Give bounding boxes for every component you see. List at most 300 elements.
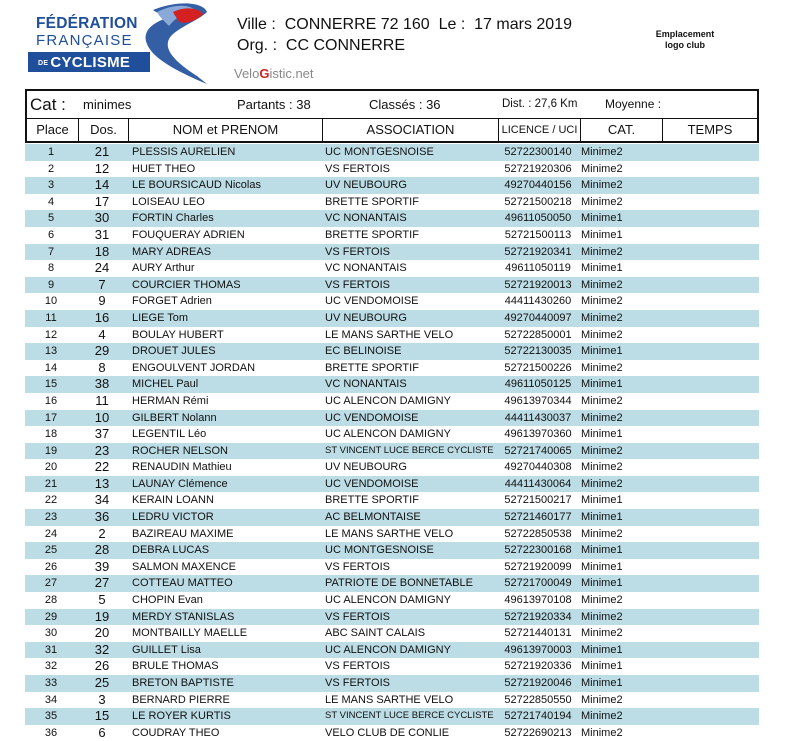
cell-licence: 49611050119 (505, 262, 571, 275)
cell-place: 22 (44, 494, 58, 507)
cell-nom: LEGENTIL Léo (132, 428, 207, 441)
cell-association: PATRIOTE DE BONNETABLE (325, 577, 473, 590)
cell-association: ABC SAINT CALAIS (325, 627, 426, 640)
cell-association: UV NEUBOURG (325, 461, 407, 474)
cell-nom: FORTIN Charles (132, 212, 214, 225)
cell-nom: LE BOURSICAUD Nicolas (132, 179, 261, 192)
cell-dos: 9 (98, 293, 106, 309)
cell-dos: 23 (94, 442, 110, 458)
table-row (25, 244, 759, 261)
col-header-licence: LICENCE / UCI (499, 119, 581, 141)
cell-nom: COUDRAY THEO (132, 726, 220, 739)
table-row (25, 459, 759, 476)
cell-association: LE MANS SARTHE VELO (325, 693, 454, 706)
cell-dos: 30 (94, 210, 110, 226)
cell-licence: 52721440131 (504, 627, 572, 640)
date-label: Le : (438, 16, 466, 33)
cell-licence: 52722300168 (504, 544, 572, 557)
table-row (25, 658, 759, 675)
cell-nom: CHOPIN Evan (132, 594, 203, 607)
cell-place: 31 (44, 643, 58, 656)
cell-cat: Minime2 (581, 461, 623, 474)
cell-dos: 29 (94, 343, 110, 359)
cell-licence: 49270440308 (504, 461, 572, 474)
cell-nom: COTTEAU MATTEO (132, 577, 233, 590)
cell-association: UC MONTGESNOISE (325, 146, 434, 158)
cell-licence: 52721920306 (504, 162, 572, 175)
cell-place: 35 (44, 710, 58, 723)
cell-licence: 52722300140 (504, 146, 572, 158)
org-label: Org. : (237, 37, 278, 54)
cell-licence: 49270440097 (504, 311, 572, 324)
cell-temps (661, 658, 759, 675)
cell-nom: ROCHER NELSON (132, 444, 228, 457)
logo-cyclisme: CYCLISME (50, 54, 131, 71)
cell-nom: LOISEAU LEO (132, 195, 205, 208)
cell-cat: Minime1 (581, 544, 623, 557)
cell-association: ST VINCENT LUCE BERCE CYCLISTE (325, 710, 494, 722)
cell-temps (661, 293, 759, 310)
cell-place: 17 (44, 411, 58, 424)
cell-dos: 27 (94, 575, 110, 591)
table-row (25, 675, 759, 692)
cell-association: AC BELMONTAISE (325, 511, 421, 524)
cell-cat: Minime2 (581, 278, 623, 291)
cell-cat: Minime2 (581, 245, 623, 258)
results-table-body (25, 144, 759, 741)
cell-temps (661, 260, 759, 277)
cell-nom: DEBRA LUCAS (132, 544, 210, 557)
cell-place: 34 (44, 693, 58, 706)
cell-nom: LE ROYER KURTIS (132, 710, 231, 723)
cell-association: UC ALENCON DAMIGNY (325, 394, 451, 407)
cell-temps (661, 692, 759, 709)
cell-association: UC MONTGESNOISE (325, 544, 434, 557)
table-row (25, 194, 759, 211)
cell-temps (661, 542, 759, 559)
cell-licence: 49611050125 (504, 378, 572, 391)
cell-nom: PLESSIS AURELIEN (132, 146, 236, 158)
cell-nom: LIEGE Tom (132, 311, 189, 324)
cell-dos: 12 (94, 160, 110, 176)
cell-temps (661, 592, 759, 609)
cell-licence: 52721460177 (504, 511, 572, 524)
cell-place: 30 (44, 627, 58, 640)
cell-place: 21 (44, 477, 58, 490)
cell-cat: Minime1 (581, 262, 623, 275)
cell-licence: 52722130035 (504, 345, 572, 358)
cell-place: 19 (44, 444, 58, 457)
cell-association: BRETTE SPORTIF (325, 195, 419, 208)
cell-association: UC VENDOMOISE (325, 295, 419, 308)
cell-dos: 37 (94, 426, 110, 442)
cell-licence: 52722850538 (504, 527, 572, 540)
cell-cat: Minime2 (581, 710, 623, 723)
cell-dos: 2 (98, 525, 106, 541)
cell-nom: AURY Arthur (132, 262, 195, 275)
logo-line-cyclisme (38, 54, 130, 71)
cell-licence: 49613970344 (504, 394, 572, 407)
moyenne: Moyenne : (605, 97, 662, 111)
cell-nom: BOULAY HUBERT (132, 328, 224, 341)
cell-association: UC ALENCON DAMIGNY (325, 428, 451, 441)
cat-value: minimes (83, 97, 132, 112)
cell-association: VC NONANTAIS (325, 378, 407, 391)
cell-temps (661, 161, 759, 178)
cell-place: 33 (44, 677, 58, 689)
table-row (25, 210, 759, 227)
cell-temps (661, 327, 759, 344)
cell-temps (661, 210, 759, 227)
cell-dos: 11 (95, 392, 109, 408)
cell-cat: Minime1 (581, 511, 623, 524)
cell-dos: 25 (94, 675, 110, 690)
cell-dos: 38 (94, 376, 110, 392)
cell-temps (661, 725, 759, 741)
col-header-dos: Dos. (79, 119, 129, 141)
table-row (25, 161, 759, 178)
table-row (25, 343, 759, 360)
cell-place: 14 (44, 361, 58, 374)
cell-place: 8 (47, 262, 55, 275)
cell-licence: 52721920341 (504, 245, 572, 258)
cell-nom: MARY ADREAS (132, 245, 212, 258)
cell-temps (661, 443, 759, 460)
cell-place: 29 (44, 610, 58, 623)
cell-licence: 44411430037 (504, 411, 572, 424)
cell-cat: Minime2 (581, 411, 623, 424)
table-row (25, 542, 759, 559)
cell-cat: Minime2 (581, 179, 623, 192)
cell-dos: 7 (98, 276, 106, 292)
cell-licence: 49611050050 (504, 212, 572, 225)
cell-licence: 52721740065 (504, 444, 572, 457)
cell-temps (661, 144, 759, 161)
cell-place: 28 (44, 594, 58, 607)
cell-place: 26 (44, 560, 58, 573)
cell-dos: 26 (94, 658, 110, 674)
cell-temps (661, 642, 759, 659)
cell-dos: 19 (94, 608, 110, 624)
cell-association: UC ALENCON DAMIGNY (325, 594, 451, 607)
cell-cat: Minime2 (581, 295, 623, 308)
cell-temps (661, 410, 759, 427)
cell-cat: Minime2 (581, 627, 623, 640)
cell-temps (661, 476, 759, 493)
cell-dos: 15 (94, 708, 110, 724)
cell-temps (661, 343, 759, 360)
cell-temps (661, 393, 759, 410)
table-row (25, 260, 759, 277)
cell-place: 16 (44, 394, 58, 407)
cell-dos: 36 (94, 509, 110, 525)
cell-place: 3 (47, 179, 55, 192)
velogistic-part-a: Velo (234, 66, 260, 81)
table-header (25, 119, 759, 143)
cell-licence: 52721920099 (504, 560, 572, 573)
cell-nom: HERMAN Rémi (132, 394, 209, 407)
cell-association: VS FERTOIS (325, 560, 391, 573)
cell-place: 25 (44, 544, 58, 557)
cell-place: 15 (44, 378, 58, 391)
cell-dos: 18 (94, 243, 110, 259)
table-row (25, 708, 759, 725)
cell-nom: MICHEL Paul (132, 378, 199, 391)
table-row (25, 327, 759, 344)
table-row (25, 310, 759, 327)
cell-temps (661, 509, 759, 526)
cell-licence: 44411430260 (504, 295, 572, 308)
cell-association: VS FERTOIS (325, 660, 391, 673)
cell-association: VELO CLUB DE CONLIE (325, 726, 450, 739)
cell-association: BRETTE SPORTIF (325, 228, 419, 241)
table-row (25, 492, 759, 509)
cell-association: BRETTE SPORTIF (325, 361, 419, 374)
cell-place: 2 (47, 162, 55, 175)
logo-club-line2: logo club (665, 40, 705, 50)
cell-temps (661, 244, 759, 261)
cell-cat: Minime1 (581, 494, 623, 507)
cell-association: EC BELINOISE (325, 345, 402, 358)
cell-temps (661, 277, 759, 294)
cell-dos: 8 (98, 359, 106, 375)
logo-line-francaise: FRANÇAISE (36, 32, 133, 49)
cell-licence: 52721920013 (504, 278, 572, 291)
table-row (25, 177, 759, 194)
cell-temps (661, 559, 759, 576)
cell-cat: Minime1 (581, 560, 623, 573)
cell-dos: 24 (94, 260, 110, 276)
velogistic-brand (234, 66, 314, 81)
cell-association: VS FERTOIS (325, 245, 391, 258)
cell-temps (661, 194, 759, 211)
cell-nom: FORGET Adrien (132, 295, 212, 308)
cell-cat: Minime2 (581, 693, 623, 706)
cell-nom: BERNARD PIERRE (132, 693, 230, 706)
cell-nom: BRETON BAPTISTE (132, 677, 234, 689)
cell-cat: Minime1 (581, 228, 623, 241)
cell-licence: 52722690213 (504, 726, 572, 739)
cell-association: BRETTE SPORTIF (325, 494, 419, 507)
ffc-logo (28, 6, 218, 84)
cell-licence: 52722850550 (504, 693, 572, 706)
cell-association: VS FERTOIS (325, 677, 391, 689)
cell-temps (661, 675, 759, 692)
cell-place: 4 (47, 195, 55, 208)
cell-dos: 13 (94, 475, 110, 491)
table-row (25, 360, 759, 377)
cell-licence: 52722850001 (504, 328, 572, 341)
cell-temps (661, 459, 759, 476)
event-organizer (237, 37, 405, 55)
cell-nom: KERAIN LOANN (132, 494, 214, 507)
cell-association: LE MANS SARTHE VELO (325, 328, 454, 341)
cell-place: 24 (44, 527, 58, 540)
cell-cat: Minime2 (581, 610, 623, 623)
cell-place: 36 (44, 726, 58, 739)
cell-cat: Minime2 (581, 162, 623, 175)
cell-dos: 10 (94, 409, 110, 425)
table-row (25, 144, 759, 161)
cell-nom: HUET THEO (132, 162, 196, 175)
cell-place: 20 (44, 461, 58, 474)
cell-cat: Minime2 (581, 444, 623, 457)
classes-count: Classés : 36 (369, 97, 441, 112)
cell-place: 5 (47, 212, 55, 225)
cell-licence: 49270440156 (504, 179, 572, 192)
cell-nom: MERDY STANISLAS (132, 610, 235, 623)
cell-place: 9 (47, 278, 55, 291)
cell-dos: 6 (98, 724, 106, 740)
cell-dos: 31 (94, 226, 110, 242)
cell-cat: Minime1 (581, 660, 623, 673)
cell-place: 7 (47, 245, 55, 258)
cell-temps (661, 310, 759, 327)
col-header-nom: NOM et PRENOM (129, 119, 323, 141)
cell-nom: GILBERT Nolann (132, 411, 217, 424)
cell-temps (661, 492, 759, 509)
ville-label: Ville : (237, 16, 276, 33)
cell-cat: Minime2 (581, 527, 623, 540)
cell-temps (661, 609, 759, 626)
cell-cat: Minime2 (581, 394, 623, 407)
cell-place: 23 (44, 511, 58, 524)
cell-cat: Minime1 (581, 345, 623, 358)
cell-dos: 16 (94, 309, 110, 325)
table-row (25, 642, 759, 659)
cell-place: 32 (44, 660, 58, 673)
cell-nom: COURCIER THOMAS (132, 278, 241, 291)
cell-place: 10 (44, 295, 58, 308)
cell-licence: 49613970360 (504, 428, 572, 441)
table-row (25, 509, 759, 526)
cell-association: VC NONANTAIS (325, 212, 407, 225)
cell-nom: FOUQUERAY ADRIEN (132, 228, 245, 241)
velogistic-part-c: istic.net (269, 66, 314, 81)
cell-licence: 52721920334 (504, 610, 572, 623)
col-header-temps: TEMPS (687, 122, 733, 137)
event-location-date (237, 16, 572, 34)
partants-count: Partants : 38 (237, 97, 311, 112)
cell-dos: 39 (94, 558, 110, 574)
cell-licence: 52721500218 (504, 195, 572, 208)
logo-club-line1: Emplacement (655, 29, 715, 39)
cell-cat: Minime2 (581, 195, 623, 208)
cell-licence: 52721920046 (504, 677, 572, 689)
cell-association: VS FERTOIS (325, 162, 391, 175)
cell-licence: 52721740194 (504, 710, 572, 723)
cell-nom: DROUET JULES (132, 345, 216, 358)
logo-de: DE (38, 59, 49, 67)
cell-cat: Minime2 (581, 146, 623, 158)
table-row (25, 609, 759, 626)
cell-association: UC VENDOMOISE (325, 477, 419, 490)
col-header-cat: CAT. (581, 119, 663, 141)
cell-cat: Minime2 (581, 726, 623, 739)
cell-temps (661, 426, 759, 443)
cat-label: Cat : (30, 95, 66, 114)
cell-licence: 52721920336 (504, 660, 572, 673)
cell-temps (661, 575, 759, 592)
cell-cat: Minime1 (581, 677, 623, 689)
table-row (25, 692, 759, 709)
cell-dos: 28 (94, 542, 110, 558)
cell-nom: GUILLET Lisa (132, 643, 201, 656)
table-row (25, 426, 759, 443)
cell-temps (661, 708, 759, 725)
col-header-association: ASSOCIATION (323, 119, 499, 141)
ville-value: CONNERRE 72 160 (284, 16, 430, 33)
cell-temps (661, 227, 759, 244)
cell-cat: Minime2 (581, 361, 623, 374)
cell-temps (661, 376, 759, 393)
table-row (25, 393, 759, 410)
race-summary-row (25, 89, 759, 119)
table-row (25, 410, 759, 427)
table-row (25, 376, 759, 393)
cell-association: UV NEUBOURG (325, 311, 407, 324)
cell-temps (661, 177, 759, 194)
cell-dos: 5 (98, 592, 106, 608)
cell-licence: 52721700049 (504, 577, 572, 590)
table-row (25, 592, 759, 609)
logo-line-federation: FÉDÉRATION (36, 15, 138, 32)
table-row (25, 443, 759, 460)
cell-association: VS FERTOIS (325, 610, 391, 623)
cell-dos: 3 (98, 691, 106, 707)
cell-dos: 17 (94, 193, 110, 209)
cell-temps (661, 360, 759, 377)
cell-dos: 34 (94, 492, 110, 508)
cell-cat: Minime2 (581, 594, 623, 607)
table-row (25, 526, 759, 543)
cell-place: 13 (44, 345, 58, 358)
cell-place: 11 (45, 311, 57, 324)
cell-cat: Minime1 (581, 643, 623, 656)
cell-place: 27 (44, 577, 58, 590)
table-row (25, 476, 759, 493)
cell-association: LE MANS SARTHE VELO (325, 527, 454, 540)
date-value: 17 mars 2019 (474, 16, 572, 33)
cell-nom: RENAUDIN Mathieu (132, 461, 232, 474)
cell-dos: 22 (94, 459, 110, 475)
cell-cat: Minime2 (581, 477, 623, 490)
cell-dos: 21 (94, 144, 110, 159)
cyclist-swoosh-icon (133, 0, 233, 90)
cell-association: ST VINCENT LUCE BERCE CYCLISTE (325, 444, 494, 456)
cell-licence: 49613970108 (504, 594, 572, 607)
club-logo-placeholder (640, 29, 730, 51)
cell-cat: Minime1 (581, 212, 623, 225)
cell-dos: 20 (94, 625, 110, 641)
cell-licence: 49613970003 (504, 643, 572, 656)
cell-nom: BRULE THOMAS (132, 660, 219, 673)
cell-association: UC VENDOMOISE (325, 411, 419, 424)
distance: Dist. : 27,6 Km (502, 98, 578, 110)
cell-licence: 44411430064 (504, 477, 572, 490)
cell-nom: LEDRU VICTOR (132, 511, 214, 524)
cell-nom: MONTBAILLY MAELLE (132, 627, 248, 640)
results-sheet (25, 89, 759, 741)
cell-cat: Minime1 (581, 428, 623, 441)
cell-nom: SALMON MAXENCE (132, 560, 236, 573)
cell-dos: 32 (94, 641, 110, 657)
cell-dos: 4 (98, 326, 106, 342)
table-row (25, 725, 759, 741)
cell-cat: Minime1 (581, 378, 623, 391)
table-row (25, 625, 759, 642)
cell-association: VS FERTOIS (325, 278, 391, 291)
